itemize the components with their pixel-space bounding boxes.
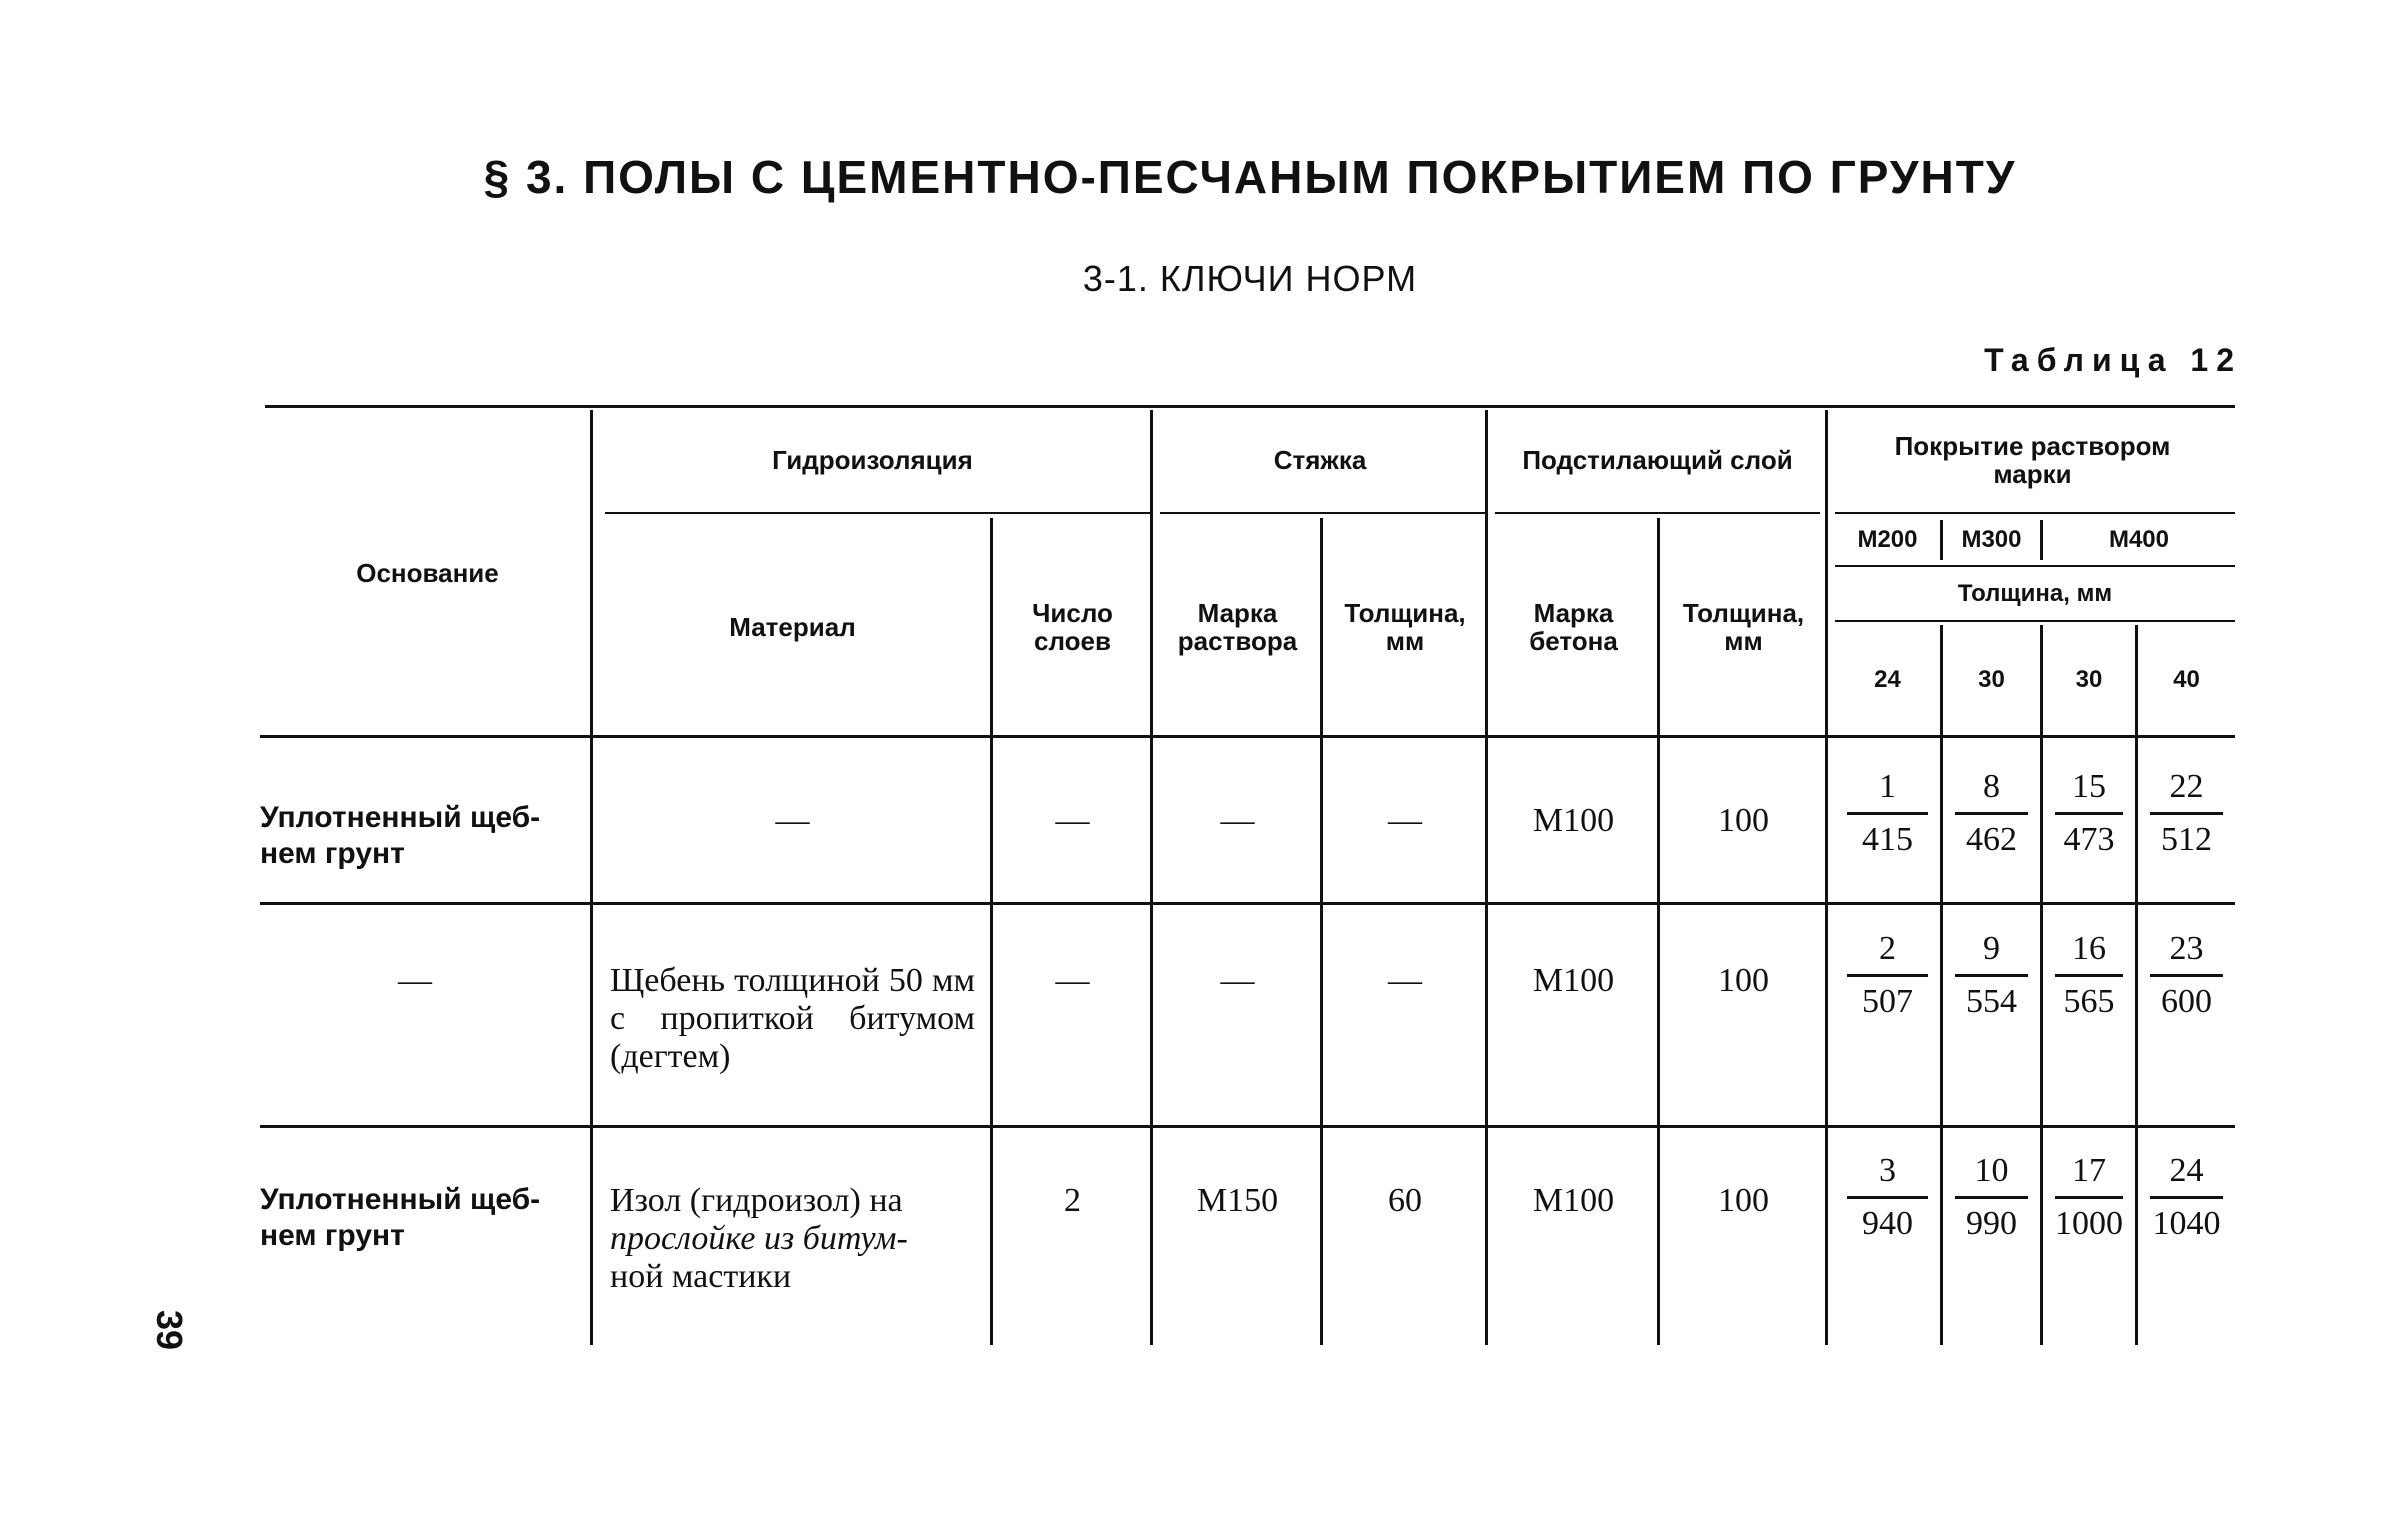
row2-bottom-rule: [260, 1125, 2235, 1128]
header-t30b: 30: [2075, 666, 2103, 693]
header-underlayer: Подстилающий слой: [1522, 445, 1793, 475]
col-rule-screed-end: [1485, 410, 1488, 1345]
col-rule-concrete: [1657, 518, 1660, 1345]
header-rule-grades: [1835, 565, 2235, 567]
row3-underlayer-thickness: 100: [1718, 1182, 1769, 1219]
col-rule-mortar: [1320, 518, 1323, 1345]
header-m200: М200: [1857, 526, 1918, 553]
row1-base: Уплотненный щеб- нем грунт: [260, 801, 541, 870]
header-rule-thickness: [1835, 620, 2235, 622]
row1-bottom-rule: [260, 902, 2235, 905]
header-rule-waterproofing: [605, 512, 1150, 514]
row1-key-t30b: 15 473: [2043, 768, 2135, 859]
header-rule-underlayer: [1495, 512, 1820, 514]
header-underlayer-thickness: Толщина, мм: [1682, 597, 1805, 656]
header-rule-coating: [1835, 512, 2235, 514]
header-t24: 24: [1874, 666, 1901, 693]
header-bottom-rule: [260, 735, 2235, 738]
row2-key-t24: 2 507: [1835, 930, 1940, 1021]
row2-base: —: [398, 962, 432, 999]
row1-key-t40: 22 512: [2138, 768, 2235, 859]
header-concrete-grade: Марка бетона: [1529, 597, 1618, 656]
row3-key-t30a: 10 990: [1943, 1152, 2040, 1243]
row1-layers: —: [1055, 802, 1090, 839]
row3-screed-thickness: 60: [1388, 1182, 1422, 1219]
row2-layers: —: [1055, 962, 1090, 999]
header-t30a: 30: [1978, 666, 2005, 693]
header-thickness-mm: Толщина, мм: [1957, 580, 2113, 607]
header-m400: М400: [2108, 526, 2170, 553]
header-coating: Покрытие раствором марки: [1894, 431, 2171, 489]
row2-underlayer-thickness: 100: [1718, 962, 1769, 999]
header-mortar-grade: Марка раствора: [1177, 597, 1298, 656]
section-title: § 3. ПОЛЫ С ЦЕМЕНТНО-ПЕСЧАНЫМ ПОКРЫТИЕМ ПО ГРУНТУ: [483, 151, 2017, 203]
col-rule-material: [990, 518, 993, 1345]
row2-key-t30a: 9 554: [1943, 930, 2040, 1021]
header-rule-screed: [1160, 512, 1485, 514]
row3-concrete-grade: М100: [1532, 1182, 1615, 1219]
header-t40: 40: [2173, 666, 2200, 693]
row2-key-t40: 23 600: [2138, 930, 2235, 1021]
header-m300: М300: [1961, 526, 2022, 553]
header-base: Основание: [356, 557, 499, 588]
table-top-rule: [265, 405, 2235, 408]
header-layers: Число слоев: [1032, 597, 1113, 656]
row1-material: —: [775, 802, 810, 839]
row1-concrete-grade: М100: [1532, 802, 1615, 839]
header-screed: Стяжка: [1273, 445, 1367, 475]
subsection-title: 3-1. КЛЮЧИ НОРМ: [1082, 258, 1418, 299]
row2-material: Щебень толщиной 50 мм с пропиткой битумом (дегтем): [610, 962, 975, 1075]
row3-key-t30b: 17 1000: [2055, 1152, 2123, 1242]
row3-base: Уплотненный щеб- нем грунт: [260, 1183, 541, 1252]
row2-concrete-grade: М100: [1532, 962, 1615, 999]
row1-key-t30a: 8 462: [1943, 768, 2040, 859]
row2-key-t30b: 16 565: [2043, 930, 2135, 1021]
col-rule-underlayer-end: [1825, 410, 1828, 1345]
page-number: 39: [149, 1310, 190, 1351]
header-waterproofing: Гидроизоляция: [772, 445, 973, 475]
row3-key-t24: 3 940: [1835, 1152, 1940, 1243]
row3-layers: 2: [1064, 1182, 1081, 1219]
header-material: Материал: [729, 611, 856, 642]
col-rule-waterproofing-end: [1150, 410, 1153, 1345]
row1-key-t24: 1 415: [1835, 768, 1940, 859]
row3-key-t40: 24 1040: [2138, 1152, 2235, 1243]
header-screed-thickness: Толщина, мм: [1344, 597, 1466, 656]
row3-mortar-grade: М150: [1196, 1182, 1279, 1219]
table-caption: Таблица 12: [1984, 342, 2242, 378]
row1-mortar-grade: —: [1220, 802, 1255, 839]
row2-mortar-grade: —: [1220, 962, 1255, 999]
row1-underlayer-thickness: 100: [1718, 802, 1769, 839]
row3-material: Изол (гидроизол) на прослойке из битум- ной мастики: [610, 1182, 908, 1295]
row2-screed-thickness: —: [1388, 962, 1422, 999]
col-rule-base: [590, 410, 593, 1345]
row1-screed-thickness: —: [1388, 802, 1422, 839]
